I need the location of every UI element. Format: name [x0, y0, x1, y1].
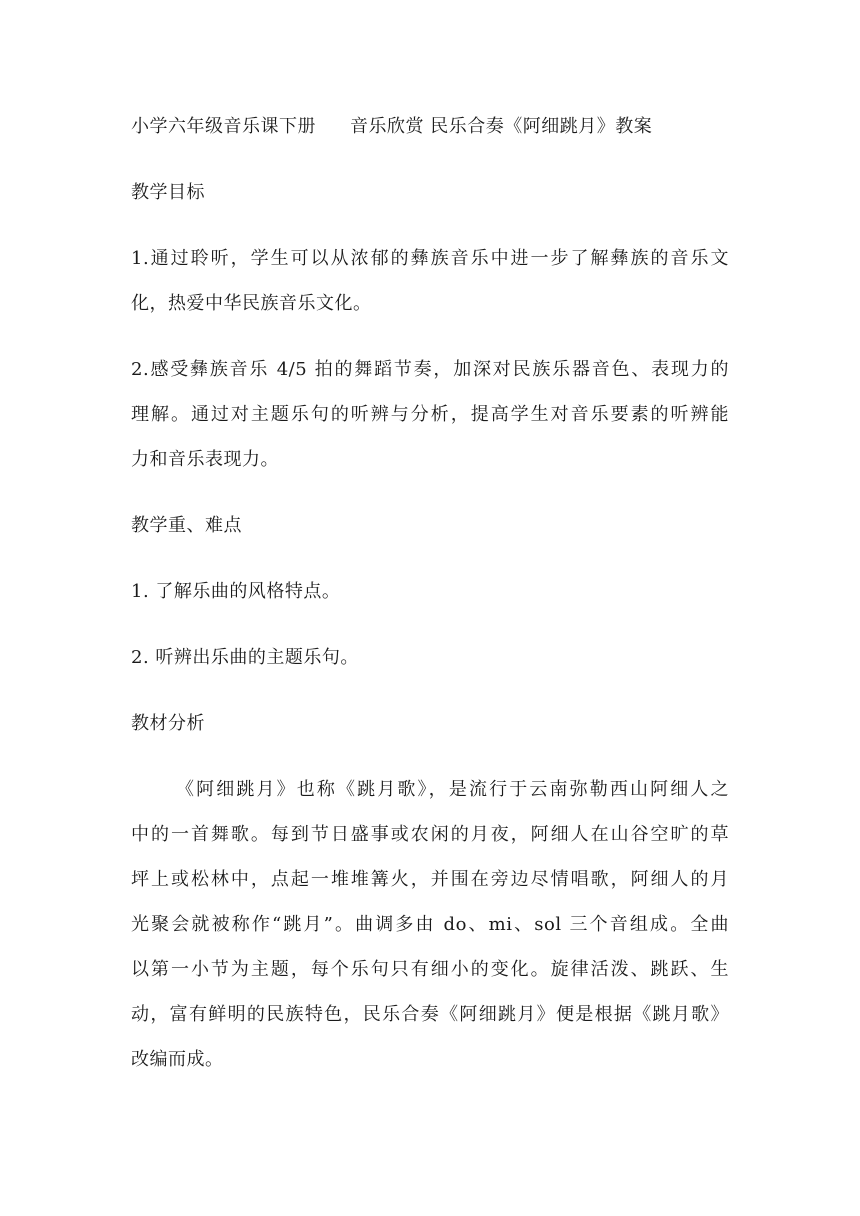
goal-2-line-3: 力和音乐表现力。	[131, 449, 279, 470]
goal-1-line-1: 1.通过聆听，学生可以从浓郁的彝族音乐中进一步了解彝族的音乐文	[131, 248, 729, 269]
analysis-line-5: 以第一小节为主题，每个乐句只有细小的变化。旋律活泼、跳跃、生	[131, 959, 729, 980]
title-part-2: 音乐欣赏 民乐合奏《阿细跳月》教案	[350, 116, 653, 137]
analysis-line-4: 光聚会就被称作“跳月”。曲调多由 do、mi、sol 三个音组成。全曲	[131, 914, 729, 935]
section-heading-material-analysis: 教材分析	[131, 713, 205, 734]
analysis-line-6: 动，富有鲜明的民族特色，民乐合奏《阿细跳月》便是根据《跳月歌》	[131, 1004, 729, 1025]
analysis-line-7: 改编而成。	[131, 1049, 224, 1070]
goal-2-line-1: 2.感受彝族音乐 4/5 拍的舞蹈节奏，加深对民族乐器音色、表现力的	[131, 359, 729, 380]
goal-1-line-2: 化，热爱中华民族音乐文化。	[131, 293, 372, 314]
analysis-line-1: 《阿细跳月》也称《跳月歌》，是流行于云南弥勒西山阿细人之	[176, 779, 729, 800]
key-point-2: 2. 听辨出乐曲的主题乐句。	[131, 647, 359, 668]
goal-2-line-2: 理解。通过对主题乐句的听辨与分析，提高学生对音乐要素的听辨能	[131, 404, 729, 425]
document-title	[131, 115, 652, 139]
key-point-1: 1. 了解乐曲的风格特点。	[131, 581, 341, 602]
title-part-1: 小学六年级音乐课下册	[131, 116, 316, 137]
analysis-line-2: 中的一首舞歌。每到节日盛事或农闲的月夜，阿细人在山谷空旷的草	[131, 824, 729, 845]
section-heading-key-points: 教学重、难点	[131, 515, 242, 536]
section-heading-teaching-goals: 教学目标	[131, 182, 205, 203]
analysis-line-3: 坪上或松林中，点起一堆堆篝火，并围在旁边尽情唱歌，阿细人的月	[131, 869, 729, 890]
